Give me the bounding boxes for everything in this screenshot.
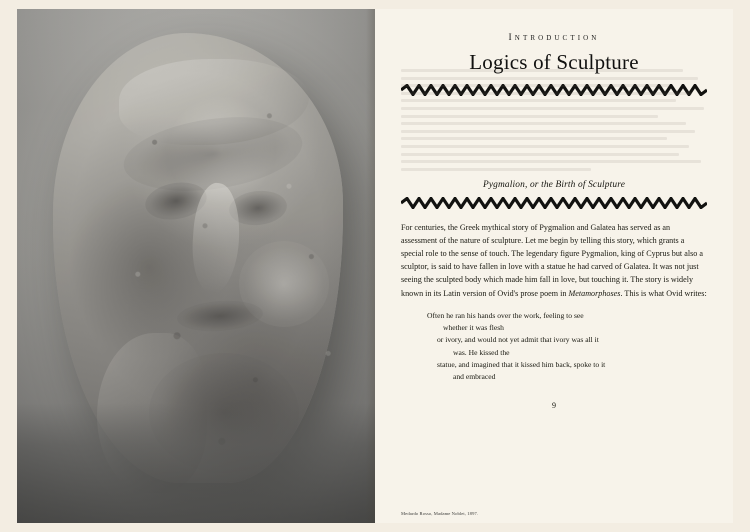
- verse-line: or ivory, and would not yet admit that ivory was all it: [437, 335, 599, 345]
- ovid-quotation: [427, 310, 707, 384]
- verse-line: statue, and imagined that it kissed him back, spoke to it: [437, 359, 606, 369]
- zigzag-rule-icon-secondary: [401, 197, 707, 209]
- verse-line: was. He kissed the: [453, 347, 510, 357]
- page-number: 9: [552, 401, 556, 411]
- verse-line: whether it was flesh: [443, 322, 504, 332]
- sculpture-photograph: [17, 9, 375, 523]
- section-heading: Pygmalion, or the Birth of Sculpture: [482, 180, 625, 190]
- plate-caption: Medardo Rosso, Madame Noblet, 1897.: [401, 511, 479, 517]
- left-page-plate: [17, 9, 375, 523]
- page-title: Logics of Sculpture: [469, 50, 639, 74]
- verse-line: Often he ran his hands over the work, feeling to see: [427, 310, 584, 320]
- verse-line: and embraced: [453, 372, 496, 382]
- body-paragraph: For centuries, the Greek mythical story of Pygmalion and Galatea has served as an assessment of the nature of sculpture. Let me begin by telling this story, which grants a special role to the sense of touch. The legendary figure Pygmalion, king of Cyprus but also a sculptor, is said to have fallen in love with a statue he had carved of Galatea. It was not just seeing the sculpted body which made him fall in love, but touching it. The story is widely known in its Latin version of Ovid's prose poem in Metamorphoses. This is what Ovid writes:: [401, 223, 707, 298]
- right-page-text: [375, 9, 733, 523]
- chapter-eyebrow: Introduction: [508, 33, 600, 43]
- zigzag-rule-icon: [401, 84, 707, 96]
- photo-vignette: [17, 9, 375, 523]
